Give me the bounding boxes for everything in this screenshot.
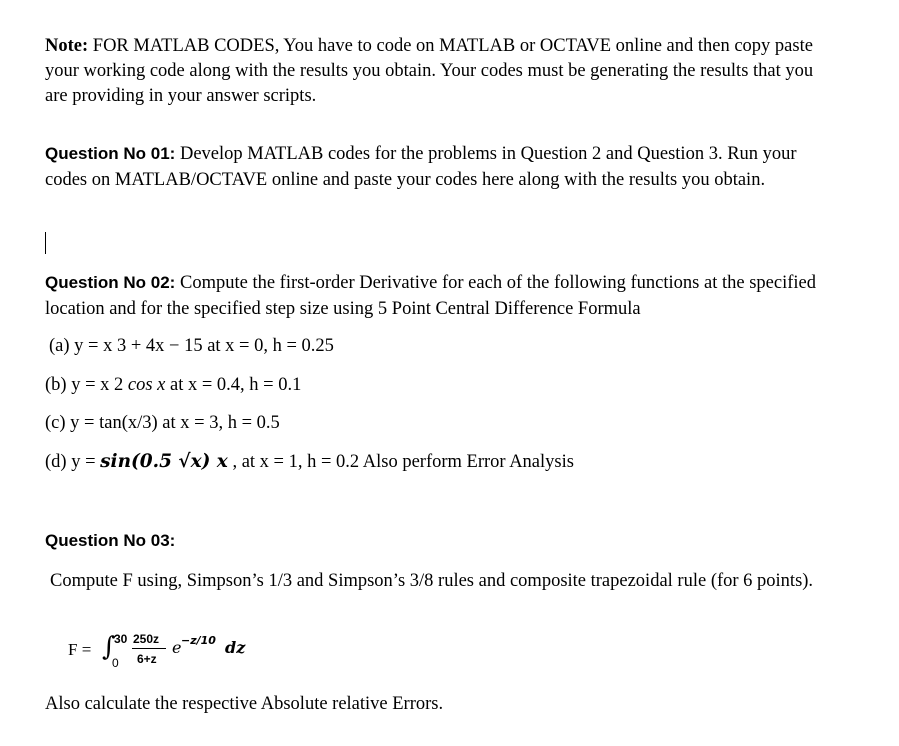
differential: dz [225, 638, 246, 657]
question-3-heading: Question No 03: [45, 531, 176, 550]
integral-formula [68, 632, 268, 672]
part-b-suffix: at x = 0.4, h = 0.1 [165, 375, 302, 395]
part-b-math: cos x [127, 375, 166, 395]
question-1-paragraph [45, 141, 835, 193]
part-b-prefix: (b) y = x 2 [45, 375, 128, 395]
question-2-paragraph [45, 270, 835, 322]
part-d-math: sin(0.5 √x) x [100, 451, 228, 472]
integral-sign: ∫ [102, 632, 116, 662]
integral-lower-limit: 0 [112, 656, 119, 670]
fraction-denominator: 6+z [137, 652, 157, 666]
question-2-part-c: (c) y = tan(x/3) at x = 3, h = 0.5 [45, 413, 280, 433]
question-3-text [45, 568, 835, 594]
question-1-text: Develop MATLAB codes for the problems in Question 2 and Question 3. Run your codes on MATLAB/OCTAVE online and paste your codes here along with the results you obtain. [45, 144, 797, 190]
note-paragraph [45, 34, 835, 109]
note-label: Note: [45, 36, 89, 56]
exponent: −z/10 [181, 634, 216, 647]
integral-upper-limit: 30 [114, 632, 128, 646]
text-cursor [45, 232, 46, 254]
exponential-base: e [172, 638, 182, 657]
question-2-part-a: (a) y = x 3 + 4x − 15 at x = 0, h = 0.25 [49, 336, 334, 356]
fraction-bar [132, 648, 166, 649]
part-d-suffix: , at x = 1, h = 0.2 Also perform Error Analysis [227, 452, 574, 472]
fraction-numerator: 250z [133, 632, 160, 646]
question-2-part-d [45, 451, 574, 473]
question-2-text: Compute the first-order Derivative for each of the following functions at the specified location and for the specified step size using 5 Point Central Difference Formula [45, 273, 816, 319]
note-text: FOR MATLAB CODES, You have to code on MATLAB or OCTAVE online and then copy paste your working code along with the results you obtain. Your codes must be generating the results that you are providing in your answer scripts. [45, 36, 814, 106]
question-3-text-content: Compute F using, Simpson’s 1/3 and Simpson’s 3/8 rules and composite trapezoidal rule (for 6 points). [50, 571, 814, 591]
part-d-prefix: (d) y = [45, 452, 101, 472]
question-1-heading: Question No 01: [45, 144, 176, 163]
question-3-footer: Also calculate the respective Absolute relative Errors. [45, 694, 444, 714]
formula-lhs: F = [68, 640, 92, 659]
question-2-heading: Question No 02: [45, 273, 176, 292]
question-2-part-b [45, 375, 301, 396]
